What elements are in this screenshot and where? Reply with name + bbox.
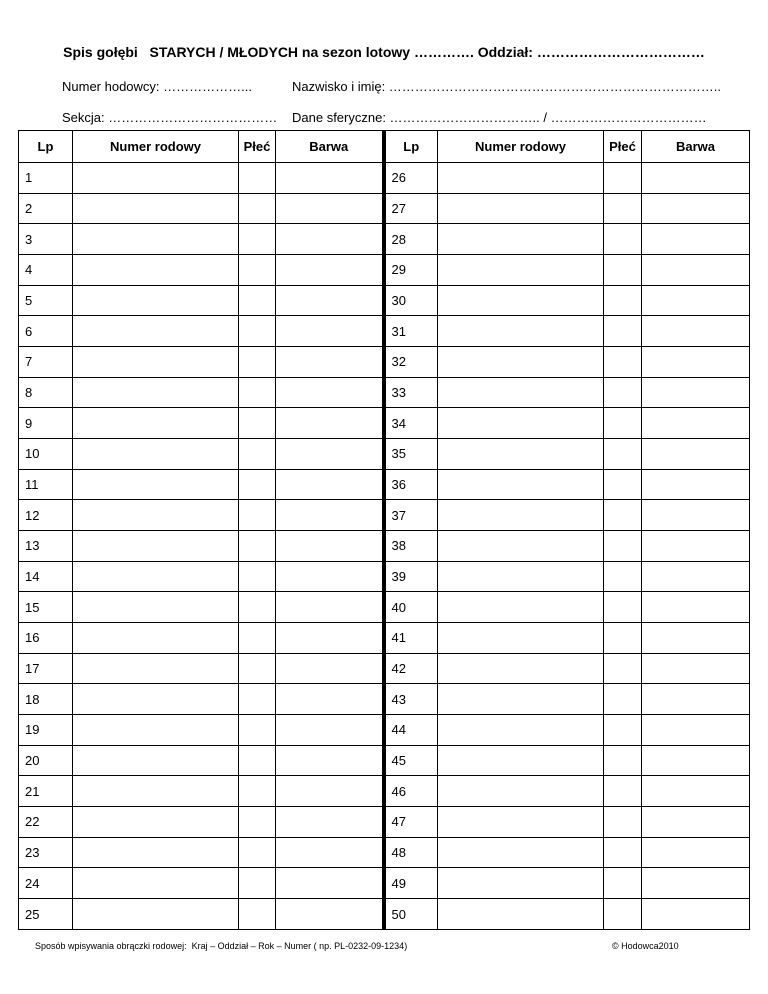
sex-cell[interactable] [604,500,642,531]
color-cell[interactable] [276,684,384,715]
ring-number-cell[interactable] [438,347,604,378]
ring-number-cell[interactable] [73,347,239,378]
ring-number-cell[interactable] [438,561,604,592]
row-number-left: 23 [19,837,73,868]
color-cell[interactable] [642,623,750,654]
color-cell[interactable] [276,715,384,746]
row-number-right: 47 [384,807,438,838]
color-cell[interactable] [276,807,384,838]
col-header-lp-right: Lp [384,131,438,163]
sex-cell[interactable] [239,377,276,408]
row-number-left: 13 [19,531,73,562]
color-cell[interactable] [276,500,384,531]
table-row [19,255,750,286]
table-row [19,347,750,378]
ring-number-cell[interactable] [438,316,604,347]
ring-number-cell[interactable] [73,745,239,776]
row-number-left: 18 [19,684,73,715]
sex-cell[interactable] [604,592,642,623]
row-number-left: 20 [19,745,73,776]
row-number-right: 44 [384,715,438,746]
ring-number-cell[interactable] [73,807,239,838]
sex-cell[interactable] [239,224,276,255]
row-number-left: 12 [19,500,73,531]
color-cell[interactable] [642,377,750,408]
color-cell[interactable] [276,285,384,316]
ring-number-cell[interactable] [438,224,604,255]
table-row [19,653,750,684]
name-field: Nazwisko i imię: ………………………………………………………………….. [292,79,722,94]
ring-number-cell[interactable] [73,592,239,623]
sex-cell[interactable] [239,316,276,347]
sex-cell[interactable] [604,316,642,347]
ring-number-cell[interactable] [73,868,239,899]
table-row [19,439,750,470]
table-row [19,715,750,746]
color-cell[interactable] [642,347,750,378]
row-number-right: 40 [384,592,438,623]
color-cell[interactable] [276,837,384,868]
sex-cell[interactable] [239,745,276,776]
table-row [19,316,750,347]
ring-number-cell[interactable] [73,377,239,408]
table-header-row [19,131,750,163]
sex-cell[interactable] [604,745,642,776]
sex-cell[interactable] [604,255,642,286]
ring-number-cell[interactable] [438,469,604,500]
sex-cell[interactable] [239,776,276,807]
row-number-right: 42 [384,653,438,684]
sex-cell[interactable] [604,224,642,255]
row-number-left: 6 [19,316,73,347]
row-number-left: 10 [19,439,73,470]
ring-number-cell[interactable] [438,408,604,439]
ring-number-cell[interactable] [73,408,239,439]
ring-format-instruction: Sposób wpisywania obrączki rodowej: Kraj – Oddział – Rok – Numer ( np. PL-0232-09-1234) [35,941,408,951]
row-number-right: 45 [384,745,438,776]
row-number-right: 37 [384,500,438,531]
row-number-right: 46 [384,776,438,807]
col-header-color-left: Barwa [276,131,384,163]
col-header-sex-left: Płeć [239,131,276,163]
table-row [19,561,750,592]
sex-cell[interactable] [604,776,642,807]
sex-cell[interactable] [239,592,276,623]
ring-number-cell[interactable] [73,653,239,684]
table-row [19,592,750,623]
sex-cell[interactable] [239,653,276,684]
color-cell[interactable] [276,653,384,684]
ring-number-cell[interactable] [438,193,604,224]
row-number-left: 15 [19,592,73,623]
table-row [19,745,750,776]
ring-number-cell[interactable] [73,715,239,746]
sex-cell[interactable] [604,377,642,408]
ring-number-cell[interactable] [73,224,239,255]
ring-number-cell[interactable] [73,285,239,316]
sex-cell[interactable] [239,715,276,746]
row-number-left: 11 [19,469,73,500]
color-cell[interactable] [276,193,384,224]
color-cell[interactable] [276,347,384,378]
sex-cell[interactable] [239,531,276,562]
color-cell[interactable] [276,224,384,255]
sex-cell[interactable] [604,531,642,562]
ring-number-cell[interactable] [438,163,604,194]
color-cell[interactable] [642,807,750,838]
color-cell[interactable] [642,745,750,776]
row-number-left: 19 [19,715,73,746]
ring-number-cell[interactable] [73,316,239,347]
col-header-sex-right: Płeć [604,131,642,163]
sex-cell[interactable] [604,408,642,439]
sex-cell[interactable] [604,163,642,194]
sex-cell[interactable] [239,408,276,439]
row-number-right: 32 [384,347,438,378]
table-row [19,807,750,838]
ring-number-cell[interactable] [438,500,604,531]
ring-number-cell[interactable] [438,776,604,807]
ring-number-cell[interactable] [438,745,604,776]
ring-number-cell[interactable] [438,684,604,715]
ring-number-cell[interactable] [73,776,239,807]
color-cell[interactable] [642,561,750,592]
sex-cell[interactable] [239,163,276,194]
row-number-left: 21 [19,776,73,807]
row-number-right: 49 [384,868,438,899]
row-number-right: 26 [384,163,438,194]
table-row [19,408,750,439]
table-row [19,224,750,255]
row-number-left: 24 [19,868,73,899]
sex-cell[interactable] [239,193,276,224]
sex-cell[interactable] [239,837,276,868]
sex-cell[interactable] [604,684,642,715]
sex-cell[interactable] [604,193,642,224]
color-cell[interactable] [642,224,750,255]
sex-cell[interactable] [239,623,276,654]
row-number-right: 28 [384,224,438,255]
color-cell[interactable] [642,868,750,899]
ring-number-cell[interactable] [438,868,604,899]
color-cell[interactable] [276,592,384,623]
table-row [19,899,750,930]
row-number-right: 27 [384,193,438,224]
ring-number-cell[interactable] [438,439,604,470]
color-cell[interactable] [642,163,750,194]
color-cell[interactable] [642,316,750,347]
ring-number-cell[interactable] [438,592,604,623]
ring-number-cell[interactable] [73,684,239,715]
row-number-right: 31 [384,316,438,347]
table-row [19,469,750,500]
ring-number-cell[interactable] [438,715,604,746]
col-header-ring-number-right: Numer rodowy [438,131,604,163]
table-row [19,623,750,654]
sex-cell[interactable] [239,469,276,500]
color-cell[interactable] [276,439,384,470]
sex-cell[interactable] [239,439,276,470]
color-cell[interactable] [276,408,384,439]
ring-number-cell[interactable] [438,899,604,930]
color-cell[interactable] [642,531,750,562]
row-number-left: 2 [19,193,73,224]
ring-number-cell[interactable] [73,193,239,224]
color-cell[interactable] [276,868,384,899]
color-cell[interactable] [642,439,750,470]
color-cell[interactable] [276,377,384,408]
color-cell[interactable] [276,469,384,500]
section-field: Sekcja: ………………………………… [62,110,278,125]
sex-cell[interactable] [604,347,642,378]
sex-cell[interactable] [604,837,642,868]
ring-number-cell[interactable] [438,807,604,838]
ring-number-cell[interactable] [438,377,604,408]
color-cell[interactable] [276,561,384,592]
color-cell[interactable] [642,653,750,684]
sex-cell[interactable] [239,500,276,531]
ring-number-cell[interactable] [73,561,239,592]
ring-number-cell[interactable] [73,439,239,470]
color-cell[interactable] [642,285,750,316]
table-row [19,500,750,531]
row-number-left: 3 [19,224,73,255]
row-number-right: 34 [384,408,438,439]
copyright-notice: © Hodowca2010 [612,941,679,951]
ring-number-cell[interactable] [73,469,239,500]
color-cell[interactable] [276,163,384,194]
color-cell[interactable] [642,899,750,930]
sex-cell[interactable] [604,868,642,899]
page-title: Spis gołębi STARYCH / MŁODYCH na sezon lotowy …………. Oddział: ……………………………… [63,44,705,60]
sex-cell[interactable] [604,623,642,654]
sex-cell[interactable] [604,285,642,316]
row-number-left: 25 [19,899,73,930]
ring-number-cell[interactable] [438,623,604,654]
row-number-left: 22 [19,807,73,838]
table-row [19,837,750,868]
row-number-right: 43 [384,684,438,715]
table-row [19,377,750,408]
color-cell[interactable] [642,715,750,746]
row-number-left: 8 [19,377,73,408]
ring-number-cell[interactable] [73,837,239,868]
ring-number-cell[interactable] [73,500,239,531]
ring-number-cell[interactable] [438,255,604,286]
col-header-ring-number-left: Numer rodowy [73,131,239,163]
sex-cell[interactable] [604,561,642,592]
ring-number-cell[interactable] [438,531,604,562]
color-cell[interactable] [642,776,750,807]
color-cell[interactable] [276,316,384,347]
sex-cell[interactable] [239,285,276,316]
table-row [19,531,750,562]
color-cell[interactable] [276,623,384,654]
color-cell[interactable] [642,193,750,224]
row-number-left: 16 [19,623,73,654]
color-cell[interactable] [276,899,384,930]
row-number-right: 48 [384,837,438,868]
row-number-left: 1 [19,163,73,194]
ring-number-cell[interactable] [73,163,239,194]
color-cell[interactable] [642,255,750,286]
ring-number-cell[interactable] [73,623,239,654]
color-cell[interactable] [276,255,384,286]
color-cell[interactable] [642,469,750,500]
row-number-right: 50 [384,899,438,930]
sex-cell[interactable] [239,561,276,592]
sex-cell[interactable] [239,684,276,715]
row-number-right: 33 [384,377,438,408]
row-number-left: 9 [19,408,73,439]
color-cell[interactable] [642,500,750,531]
coordinates-field: Dane sferyczne: …………………………….. / ……………………………… [292,110,707,125]
row-number-left: 5 [19,285,73,316]
row-number-left: 4 [19,255,73,286]
ring-number-cell[interactable] [438,653,604,684]
table-row [19,193,750,224]
table-row [19,684,750,715]
color-cell[interactable] [276,745,384,776]
breeder-number-field: Numer hodowcy: ………………... [62,79,252,94]
color-cell[interactable] [642,684,750,715]
sex-cell[interactable] [239,868,276,899]
row-number-left: 7 [19,347,73,378]
sex-cell[interactable] [239,899,276,930]
sex-cell[interactable] [604,469,642,500]
table-row [19,163,750,194]
col-header-color-right: Barwa [642,131,750,163]
col-header-lp-left: Lp [19,131,73,163]
ring-number-cell[interactable] [438,837,604,868]
row-number-left: 17 [19,653,73,684]
row-number-right: 30 [384,285,438,316]
color-cell[interactable] [276,776,384,807]
row-number-right: 38 [384,531,438,562]
sex-cell[interactable] [239,347,276,378]
table-row [19,868,750,899]
row-number-right: 29 [384,255,438,286]
sex-cell[interactable] [604,715,642,746]
table-row [19,285,750,316]
ring-number-cell[interactable] [438,285,604,316]
color-cell[interactable] [642,408,750,439]
row-number-right: 39 [384,561,438,592]
color-cell[interactable] [642,837,750,868]
row-number-right: 41 [384,623,438,654]
sex-cell[interactable] [604,653,642,684]
ring-number-cell[interactable] [73,899,239,930]
row-number-left: 14 [19,561,73,592]
sex-cell[interactable] [604,807,642,838]
row-number-right: 35 [384,439,438,470]
ring-number-cell[interactable] [73,531,239,562]
row-number-right: 36 [384,469,438,500]
color-cell[interactable] [642,592,750,623]
sex-cell[interactable] [604,439,642,470]
sex-cell[interactable] [239,255,276,286]
color-cell[interactable] [276,531,384,562]
table-row [19,776,750,807]
pigeon-list-table [18,130,750,930]
sex-cell[interactable] [604,899,642,930]
sex-cell[interactable] [239,807,276,838]
ring-number-cell[interactable] [73,255,239,286]
